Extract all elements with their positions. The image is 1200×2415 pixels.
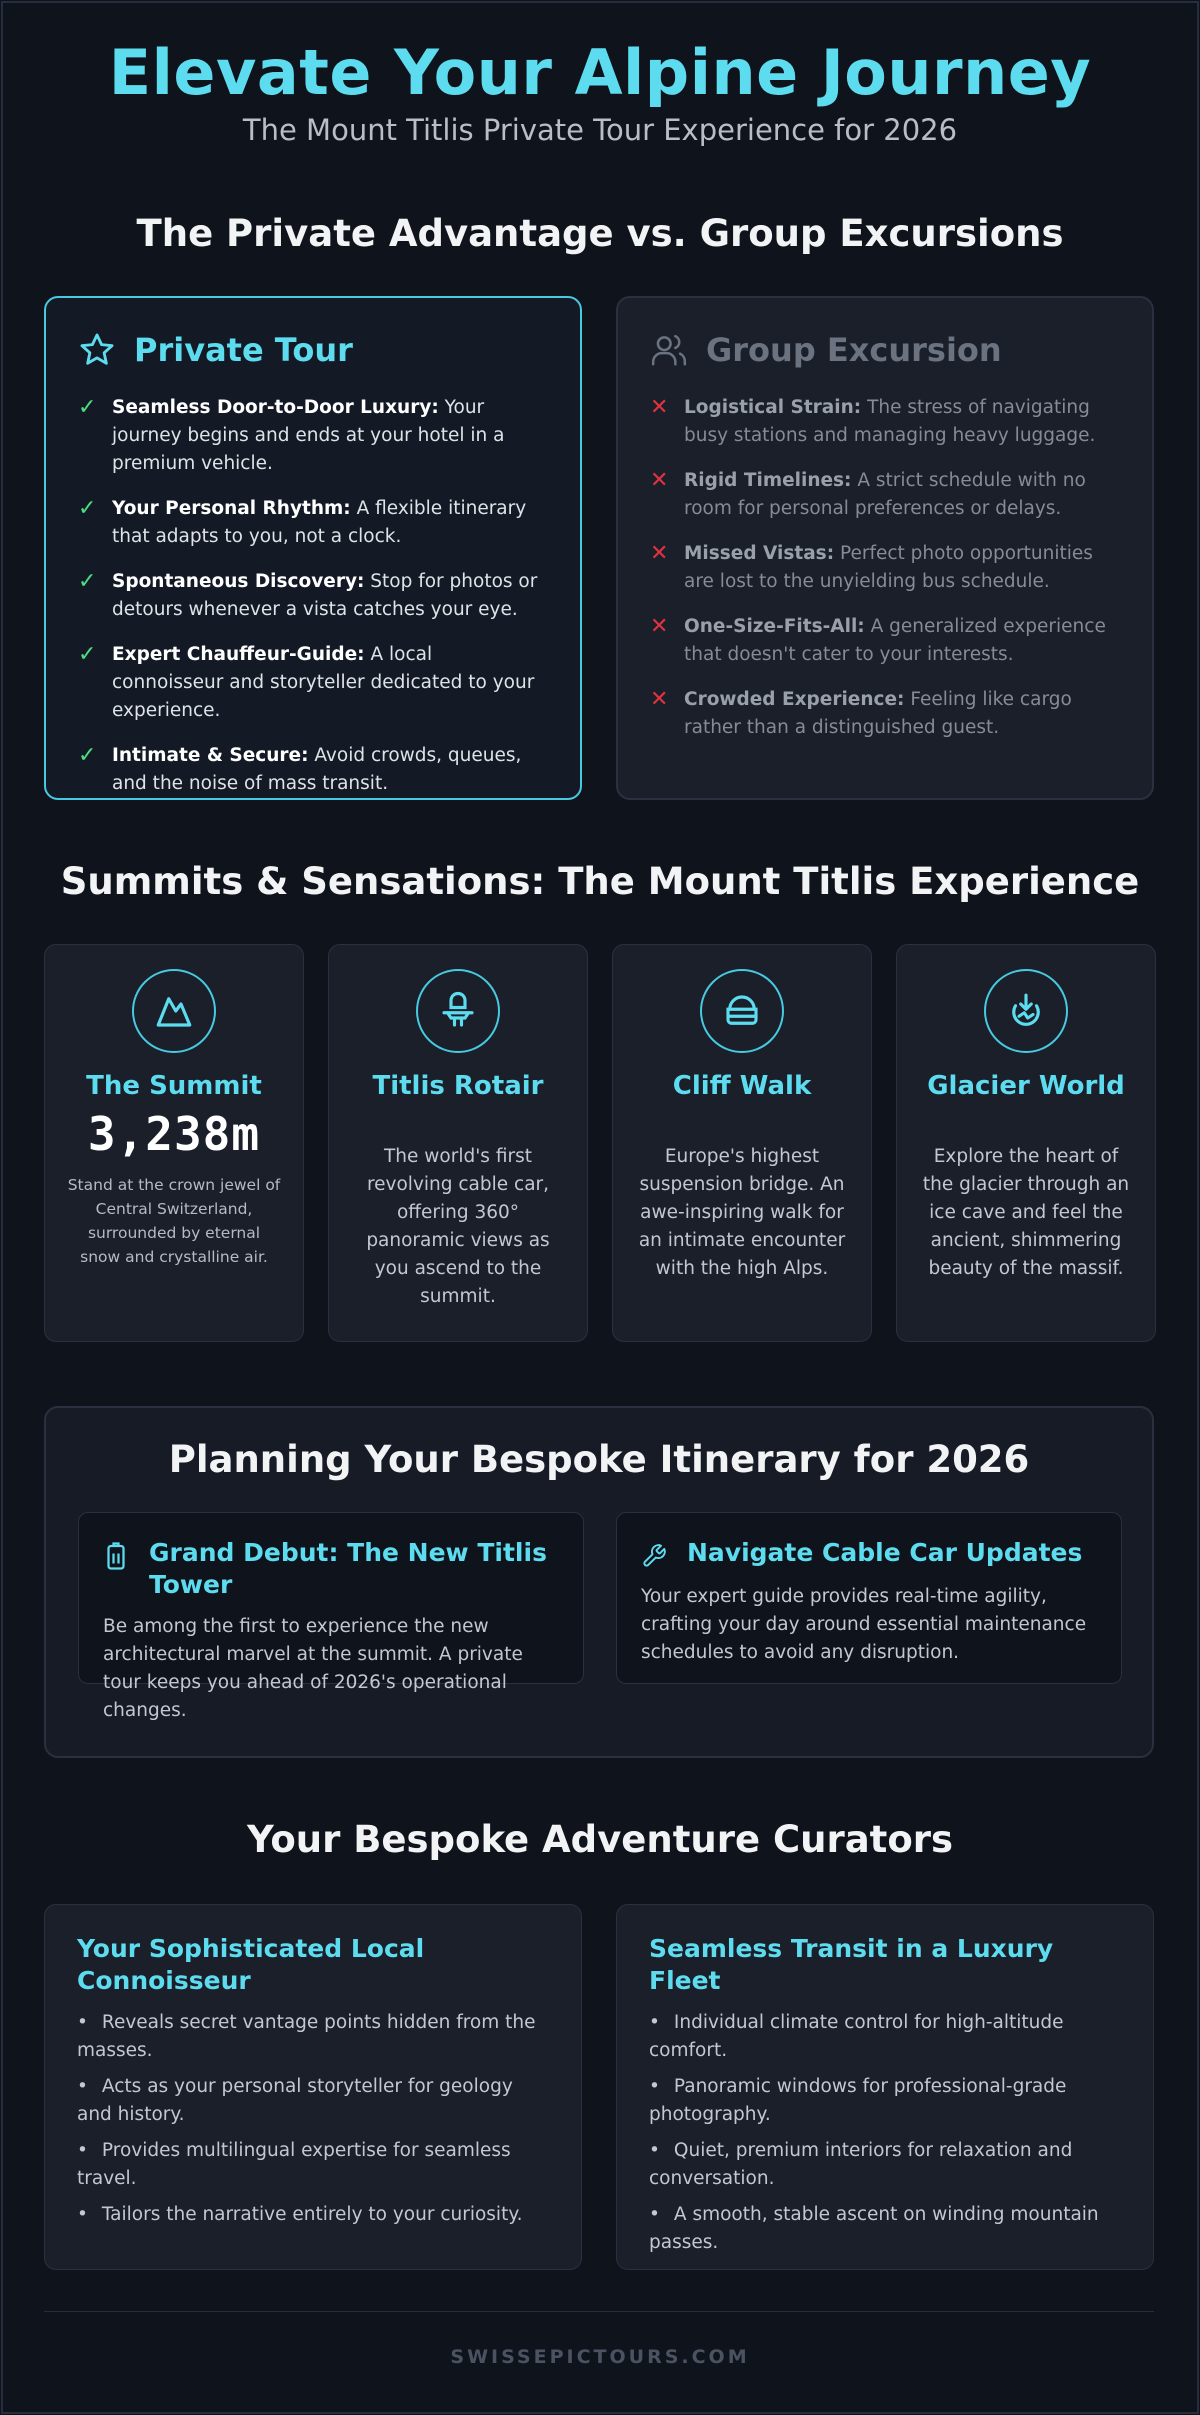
list-item — [78, 641, 548, 725]
planning-card-cable-car — [616, 1512, 1122, 1684]
item-text: A generalized experience that doesn't cater to your interests. — [684, 616, 1106, 665]
list-item: • A smooth, stable ascent on winding mountain passes. — [649, 2201, 1121, 2257]
curator-card-fleet — [616, 1904, 1154, 2270]
list-item: • Quiet, premium interiors for relaxation and conversation. — [649, 2137, 1121, 2193]
item-text: Stop for photos or detours whenever a vista catches your eye. — [112, 571, 538, 620]
list-item — [650, 613, 1120, 669]
star-icon — [78, 331, 116, 369]
list-item — [78, 742, 548, 798]
feature-card-rotair — [328, 944, 588, 1342]
list-item — [650, 686, 1120, 742]
feature-description: The world's first revolving cable car, offering 360° panoramic views as you ascend to the summit. — [366, 1146, 550, 1307]
cable-car-icon — [416, 969, 500, 1053]
item-text: Feeling like cargo rather than a distinguished guest. — [684, 689, 1072, 738]
feature-card-summit — [44, 944, 304, 1342]
item-text: The stress of navigating busy stations and managing heavy luggage. — [684, 397, 1096, 446]
curator-card-guide — [44, 1904, 582, 2270]
curator-card-title: Seamless Transit in a Luxury Fleet — [649, 1934, 1054, 1995]
curator-card-title: Your Sophisticated Local Connoisseur — [77, 1934, 425, 1995]
item-label: Missed Vistas: — [684, 543, 835, 564]
users-icon — [650, 331, 688, 369]
page-title: Elevate Your Alpine Journey — [108, 36, 1092, 109]
wrench-icon — [641, 1541, 667, 1571]
feature-title: The Summit — [86, 1071, 262, 1101]
item-label: Rigid Timelines: — [684, 470, 852, 491]
item-text: A strict schedule with no room for personal preferences or delays. — [684, 470, 1086, 519]
list-item: • Tailors the narrative entirely to your curiosity. — [77, 2201, 549, 2229]
check-icon: ✓ — [78, 642, 97, 667]
footer-link[interactable]: SWISSEPICTOURS.COM — [450, 2346, 750, 2368]
planning-title: Planning Your Bespoke Itinerary for 2026 — [168, 1438, 1030, 1481]
group-excursion-card — [616, 296, 1154, 800]
group-excursion-heading: Group Excursion — [706, 331, 1002, 369]
cross-icon: ✕ — [650, 395, 669, 420]
cross-icon: ✕ — [650, 468, 669, 493]
feature-card-glacier — [896, 944, 1156, 1342]
item-text: Avoid crowds, queues, and the noise of mass transit. — [112, 745, 522, 794]
item-label: Intimate & Secure: — [112, 745, 309, 766]
item-text: A flexible itinerary that adapts to you, not a clock. — [112, 498, 527, 547]
feature-description: Stand at the crown jewel of Central Switzerland, surrounded by eternal snow and crystalline air. — [67, 1176, 281, 1266]
cross-icon: ✕ — [650, 541, 669, 566]
planning-card-title: Navigate Cable Car Updates — [687, 1538, 1083, 1567]
item-label: Expert Chauffeur-Guide: — [112, 644, 365, 665]
summit-altitude: 3,238m — [87, 1107, 261, 1161]
list-item — [650, 540, 1120, 596]
check-icon: ✓ — [78, 743, 97, 768]
item-label: Seamless Door-to-Door Luxury: — [112, 397, 439, 418]
check-icon: ✓ — [78, 496, 97, 521]
item-label: Your Personal Rhythm: — [112, 498, 351, 519]
glacier-icon — [984, 969, 1068, 1053]
group-excursion-header — [650, 330, 1120, 370]
feature-title: Glacier World — [927, 1071, 1125, 1101]
item-text: A local connoisseur and storyteller dedicated to your experience. — [112, 644, 535, 721]
item-label: Crowded Experience: — [684, 689, 905, 710]
list-item — [650, 467, 1120, 523]
planning-card-title: Grand Debut: The New Titlis Tower — [149, 1538, 547, 1599]
item-label: Logistical Strain: — [684, 397, 862, 418]
list-item — [650, 394, 1120, 450]
cross-icon: ✕ — [650, 687, 669, 712]
feature-description: Europe's highest suspension bridge. An awe-inspiring walk for an intimate encounter with the high Alps. — [638, 1146, 846, 1279]
cross-icon: ✕ — [650, 614, 669, 639]
private-tour-card — [44, 296, 582, 800]
planning-card-tower — [78, 1512, 584, 1721]
comparison-title: The Private Advantage vs. Group Excursions — [136, 212, 1064, 255]
list-item: • Reveals secret vantage points hidden from the masses. — [77, 2009, 549, 2065]
list-item: • Acts as your personal storyteller for geology and history. — [77, 2073, 549, 2129]
tower-icon — [103, 1541, 129, 1571]
check-icon: ✓ — [78, 569, 97, 594]
feature-card-cliff-walk — [612, 944, 872, 1342]
feature-title: Cliff Walk — [672, 1071, 812, 1101]
list-item: • Panoramic windows for professional-grade photography. — [649, 2073, 1121, 2129]
mountain-icon — [132, 969, 216, 1053]
list-item — [78, 495, 548, 551]
list-item — [78, 568, 548, 624]
item-label: One-Size-Fits-All: — [684, 616, 865, 637]
planning-card-body: Be among the first to experience the new architectural marvel at the summit. A private tour keeps you ahead of 2026's operational changes. — [103, 1616, 523, 1721]
list-item: • Provides multilingual expertise for seamless travel. — [77, 2137, 549, 2193]
planning-card-body: Your expert guide provides real-time agility, crafting your day around essential maintenance schedules to avoid any disruption. — [641, 1586, 1087, 1663]
item-label: Spontaneous Discovery: — [112, 571, 365, 592]
private-tour-heading: Private Tour — [134, 331, 353, 369]
list-item — [78, 394, 548, 478]
curators-title: Your Bespoke Adventure Curators — [246, 1818, 954, 1861]
bridge-icon — [700, 969, 784, 1053]
private-tour-header — [78, 330, 548, 370]
item-text: Perfect photo opportunities are lost to the unyielding bus schedule. — [684, 543, 1093, 592]
list-item: • Individual climate control for high-altitude comfort. — [649, 2009, 1121, 2065]
experience-title: Summits & Sensations: The Mount Titlis Experience — [60, 860, 1140, 903]
planning-panel — [44, 1406, 1154, 1758]
check-icon: ✓ — [78, 395, 97, 420]
page-subtitle: The Mount Titlis Private Tour Experience for 2026 — [242, 113, 958, 147]
feature-title: Titlis Rotair — [372, 1071, 544, 1101]
feature-description: Explore the heart of the glacier through an ice cave and feel the ancient, shimmering beauty of the massif. — [922, 1146, 1130, 1279]
item-text: Your journey begins and ends at your hotel in a premium vehicle. — [112, 397, 505, 474]
footer-divider — [44, 2311, 1154, 2312]
